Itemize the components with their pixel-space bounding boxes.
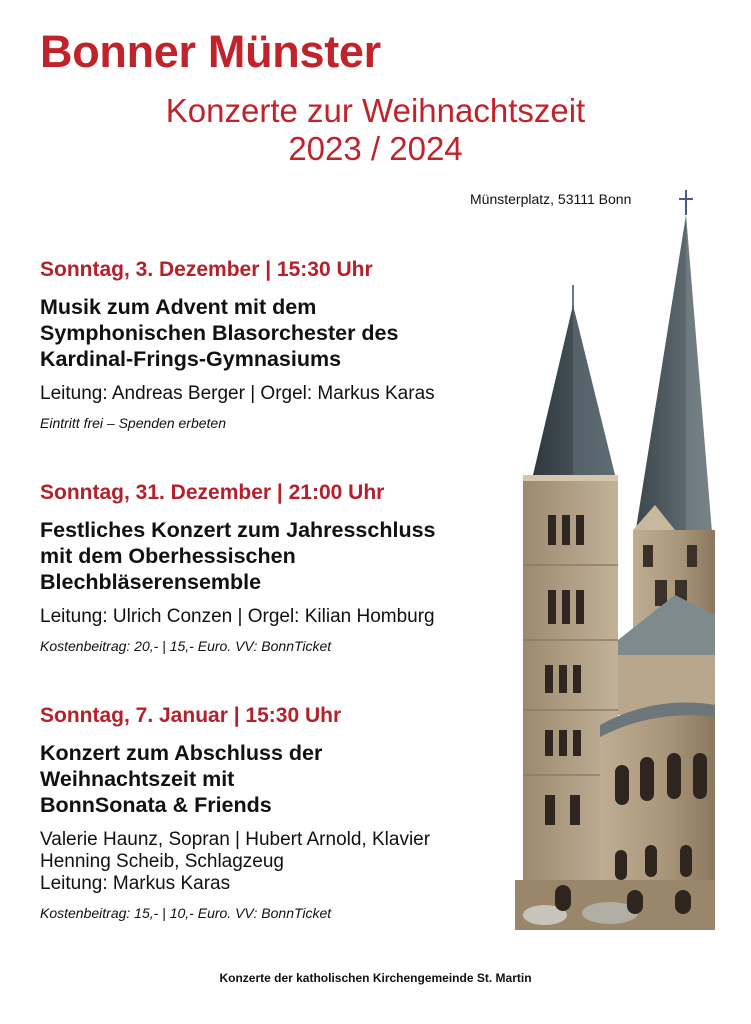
church-illustration [515, 185, 715, 930]
event-credit-line: Leitung: Andreas Berger | Orgel: Markus Karas [40, 383, 435, 404]
footer: Konzerte der katholischen Kirchengemeinde St. Martin [219, 971, 532, 985]
event-date: Sonntag, 31. Dezember | 21:00 Uhr [40, 481, 385, 504]
event-date: Sonntag, 7. Januar | 15:30 Uhr [40, 704, 342, 727]
event-date: Sonntag, 3. Dezember | 15:30 Uhr [40, 258, 373, 281]
page-title: Bonner Münster [40, 26, 381, 77]
event-note: Kostenbeitrag: 20,- | 15,- Euro. VV: BonnTicket [40, 638, 332, 654]
event-title-line: Blechbläserensemble [40, 570, 262, 594]
event-title-line: Weihnachtszeit mit [40, 767, 235, 791]
event-2 [40, 481, 436, 654]
event-title [40, 517, 436, 595]
subtitle [0, 92, 751, 168]
event-credit-line: Henning Scheib, Schlagzeug [40, 851, 285, 872]
event-1 [40, 258, 435, 431]
event-credit-line: Valerie Haunz, Sopran | Hubert Arnold, Klavier [40, 829, 431, 850]
event-note: Eintritt frei – Spenden erbeten [40, 415, 227, 431]
event-credits [40, 606, 436, 628]
event-credit-line: Leitung: Markus Karas [40, 873, 231, 894]
event-title-line: Festliches Konzert zum Jahresschluss [40, 518, 436, 542]
address: Münsterplatz, 53111 Bonn [470, 191, 632, 207]
event-title-line: Symphonischen Blasorchester des [40, 321, 399, 345]
event-credits [40, 383, 435, 405]
subtitle-line: Konzerte zur Weihnachtszeit [165, 92, 586, 129]
event-credits [40, 829, 430, 895]
event-3 [40, 704, 430, 921]
event-title-line: Musik zum Advent mit dem [40, 295, 317, 319]
event-credit-line: Leitung: Ulrich Conzen | Orgel: Kilian Homburg [40, 606, 435, 627]
subtitle-years: 2023 / 2024 [288, 130, 463, 167]
event-title [40, 740, 430, 818]
event-title-line: BonnSonata & Friends [40, 793, 272, 817]
event-title [40, 294, 435, 372]
event-title-line: Kardinal-Frings-Gymnasiums [40, 347, 342, 371]
event-title-line: mit dem Oberhessischen [40, 544, 296, 568]
event-note: Kostenbeitrag: 15,- | 10,- Euro. VV: BonnTicket [40, 905, 332, 921]
event-title-line: Konzert zum Abschluss der [40, 741, 323, 765]
